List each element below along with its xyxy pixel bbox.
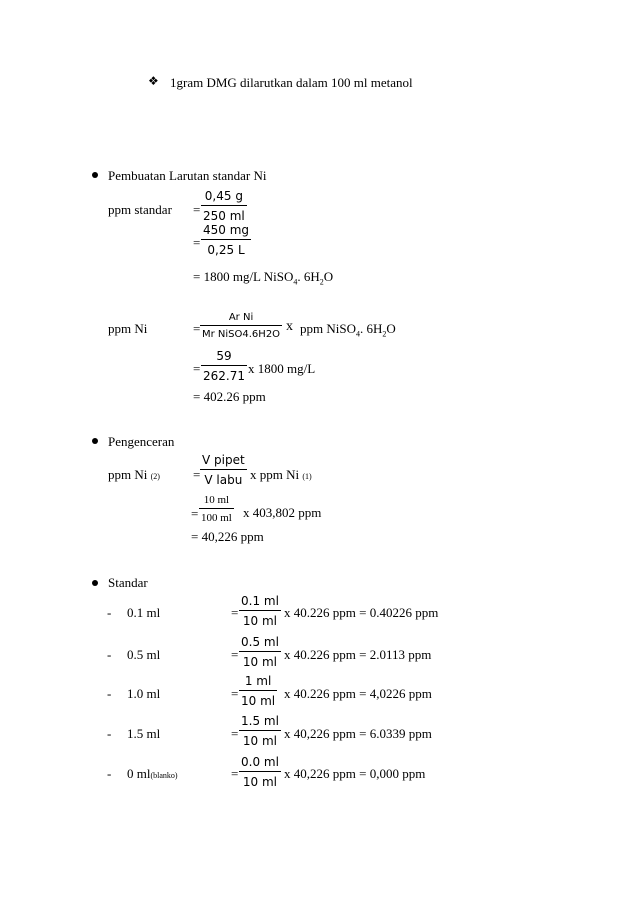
fraction-numerator: 0,45 g <box>201 189 247 206</box>
bullet-icon <box>92 172 98 178</box>
subscript: 4 <box>355 329 360 339</box>
standar-result: x 40.226 ppm = 2.0113 ppm <box>284 647 432 662</box>
diamond-bullet-icon: ❖ <box>148 74 159 88</box>
fraction-mass-volume-converted <box>201 223 251 257</box>
standar-fraction <box>239 674 277 708</box>
subscript: 2 <box>382 329 387 339</box>
result-pengenceran: = 40,226 ppm <box>191 529 264 544</box>
dash-bullet: - <box>107 686 112 701</box>
fraction-vpipet-vlabu <box>200 453 247 487</box>
standar-fraction <box>239 635 281 669</box>
fraction-denominator: 10 ml <box>242 655 278 669</box>
label-text: ppm Ni <box>108 467 148 482</box>
standar-volume-label: 1.0 ml <box>127 686 161 701</box>
standar-fraction <box>239 594 281 628</box>
fraction-denominator: 250 ml <box>203 209 245 223</box>
fraction-numerator: 0.0 ml <box>239 755 281 772</box>
result-ppm-ni: = 402.26 ppm <box>193 389 266 404</box>
bullet-icon <box>92 438 98 444</box>
ppm-ni-label: ppm Ni <box>108 321 148 336</box>
equals-sign: = <box>193 467 201 482</box>
equals-sign: = <box>231 647 239 662</box>
fraction-10-over-100 <box>199 494 234 524</box>
fraction-numerator: 1.5 ml <box>239 714 281 731</box>
standar-fraction <box>239 755 281 789</box>
equals-sign: = <box>231 605 239 620</box>
fraction-denominator: V labu <box>204 473 243 487</box>
intro-text: 1gram DMG dilarutkan dalam 100 ml metanol <box>170 75 413 90</box>
result-text: = 1800 mg/L NiSO <box>193 269 294 284</box>
text: O <box>386 321 396 336</box>
section-heading-standar: Standar <box>108 575 148 590</box>
standar-fraction <box>239 714 281 748</box>
fraction-ar-mr <box>200 312 282 340</box>
result-concentration-nisO4 <box>193 270 333 287</box>
ppm-ni-2-label <box>108 468 160 481</box>
label-subscript-blanko: (blanko) <box>150 771 178 780</box>
section-heading-pengenceran: Pengenceran <box>108 434 175 449</box>
equals-sign: = <box>193 202 201 217</box>
standar-volume-label: 1.5 ml <box>127 726 161 741</box>
fraction-denominator: 0,25 L <box>207 243 245 257</box>
equals-sign: = <box>191 506 199 521</box>
fraction-denominator: 100 ml <box>201 512 232 524</box>
equals-sign: = <box>231 766 239 781</box>
dash-bullet: - <box>107 726 112 741</box>
multiply-1800-text: x 1800 mg/L <box>248 361 316 376</box>
dash-bullet: - <box>107 766 112 781</box>
fraction-denominator: 262.71 <box>203 369 245 383</box>
result-text: . 6H <box>297 269 320 284</box>
fraction-numerator: 450 mg <box>201 223 251 240</box>
subscript: 2 <box>319 277 324 287</box>
subscript: 4 <box>293 277 298 287</box>
label-subscript: (2) <box>150 472 160 481</box>
standar-volume-label: 0.5 ml <box>127 647 161 662</box>
standar-volume-label: 0.1 ml <box>127 605 161 620</box>
standar-result: x 40,226 ppm = 6.0339 ppm <box>284 726 432 741</box>
fraction-numerator: 0.5 ml <box>239 635 281 652</box>
multiply-sign: x <box>286 319 293 334</box>
fraction-denominator: 10 ml <box>241 694 276 708</box>
standar-volume-label <box>127 767 178 780</box>
fraction-denominator: 10 ml <box>242 775 278 789</box>
multiply-ppm-ni-1 <box>250 468 312 481</box>
fraction-numerator: V pipet <box>200 453 247 470</box>
equals-sign: = <box>231 686 239 701</box>
fraction-mass-volume <box>201 189 247 223</box>
fraction-numerator: Ar Ni <box>200 312 282 326</box>
fraction-numerator: 1 ml <box>239 674 277 691</box>
subscript: (1) <box>302 472 312 481</box>
equals-sign: = <box>193 235 201 250</box>
standar-result: x 40,226 ppm = 0,000 ppm <box>284 766 426 781</box>
fraction-numerator: 59 <box>201 349 247 366</box>
dash-bullet: - <box>107 647 112 662</box>
bullet-icon <box>92 580 98 586</box>
section-heading-larutan-standar: Pembuatan Larutan standar Ni <box>108 168 267 183</box>
fraction-numerator: 10 ml <box>199 494 234 509</box>
text: ppm NiSO <box>300 321 356 336</box>
fraction-numerator: 0.1 ml <box>239 594 281 611</box>
text: . 6H <box>359 321 383 336</box>
fraction-denominator: Mr NiSO4.6H2O <box>202 329 281 340</box>
dash-bullet: - <box>107 605 112 620</box>
result-text: O <box>323 269 334 284</box>
fraction-59-over-262 <box>201 349 247 383</box>
equals-sign: = <box>193 361 201 376</box>
ppm-niso4-text <box>300 322 396 339</box>
multiply-403-text: x 403,802 ppm <box>243 505 322 520</box>
text: x ppm Ni <box>250 467 300 482</box>
ppm-standar-label: ppm standar <box>108 202 172 217</box>
fraction-denominator: 10 ml <box>242 734 278 748</box>
equals-sign: = <box>231 726 239 741</box>
label-text: 0 ml <box>127 766 151 781</box>
equals-sign: = <box>193 321 201 336</box>
fraction-denominator: 10 ml <box>242 614 278 628</box>
standar-result: x 40.226 ppm = 4,0226 ppm <box>284 686 432 701</box>
standar-result: x 40.226 ppm = 0.40226 ppm <box>284 605 439 620</box>
